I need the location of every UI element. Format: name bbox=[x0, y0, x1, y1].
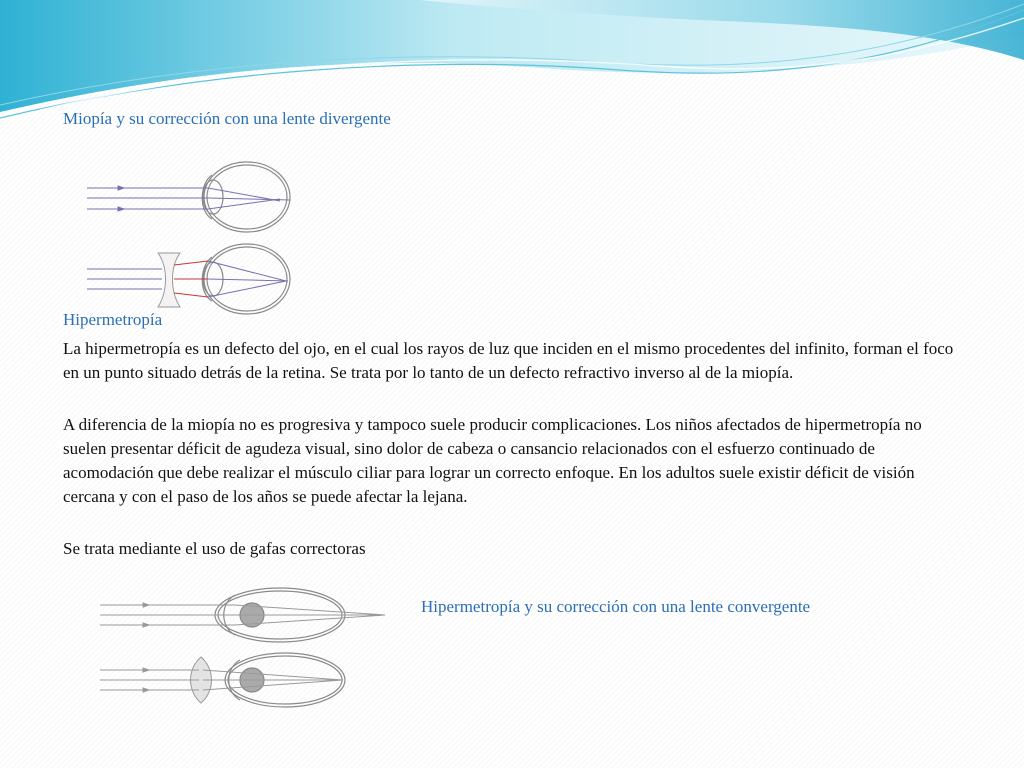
rays-through-lens bbox=[87, 261, 288, 297]
paragraph-symptoms: A diferencia de la miopía no es progresiva y tampoco suele producir complicaciones. Los niños afectados de hipermetropía no suelen presentar déficit de agudeza visual, sino dolor de cabeza o cansancio relacionados con el esfuerzo continuado de acomodación que debe realizar el músculo ciliar para lograr un correcto enfoque. En los adultos suele existir déficit de visión cercana y con el paso de los años se puede afectar la lejana. bbox=[63, 415, 922, 506]
myopia-caption: Miopía y su corrección con una lente divergente bbox=[63, 109, 391, 128]
myopic-eye bbox=[202, 162, 290, 232]
paragraph-treatment: Se trata mediante el uso de gafas correctoras bbox=[63, 539, 366, 558]
hyperopia-correction-diagram bbox=[95, 585, 395, 710]
myopia-correction-diagram bbox=[82, 155, 302, 320]
rays-through-convex-lens bbox=[100, 668, 343, 692]
hyperopia-caption: Hipermetropía y su corrección con una lente convergente bbox=[421, 597, 811, 616]
hyperopia-heading: Hipermetropía bbox=[63, 310, 163, 329]
concave-lens bbox=[158, 253, 180, 307]
paragraph-definition: La hipermetropía es un defecto del ojo, en el cual los rayos de luz que inciden en el mismo procedentes del infinito, forman el foco en un punto situado detrás de la retina. Se trata por lo tanto de un defecto refractivo inverso al de la miopía. bbox=[63, 339, 954, 382]
incoming-rays-myopia bbox=[87, 186, 290, 211]
header-wave-decoration bbox=[0, 0, 1024, 125]
